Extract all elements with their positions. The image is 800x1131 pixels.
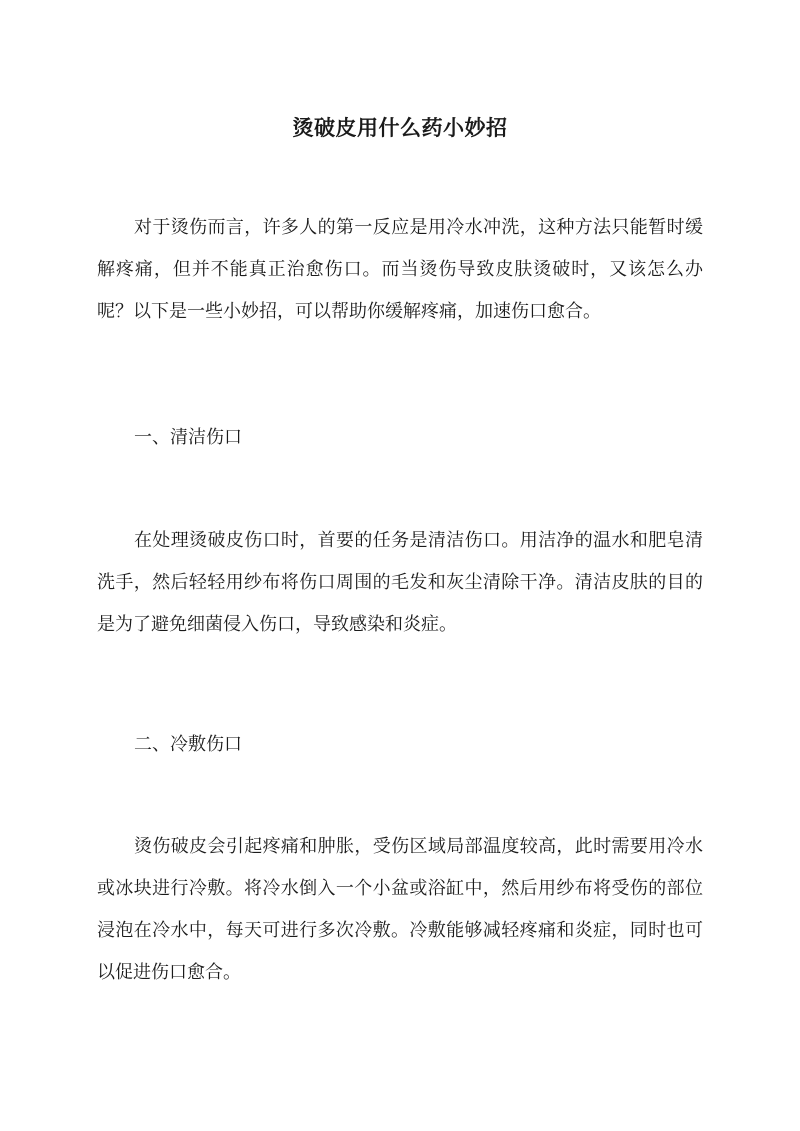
clean-paragraph: 在处理烫破皮伤口时，首要的任务是清洁伤口。用洁净的温水和肥皂清洗手，然后轻轻用纱布将伤口周围的毛发和灰尘清除干净。清洁皮肤的目的是为了避免细菌侵入伤口，导致感染和炎症。 bbox=[97, 530, 703, 635]
cold-paragraph: 烫伤破皮会引起疼痛和肿胀，受伤区域局部温度较高，此时需要用冷水或冰块进行冷敷。将冷水倒入一个小盆或浴缸中，然后用纱布将受伤的部位浸泡在冷水中，每天可进行多次冷敷。冷敷能够减轻疼痛和炎症，同时也可以促进伤口愈合。 bbox=[97, 836, 703, 983]
document-title: 烫破皮用什么药小妙招 bbox=[292, 115, 508, 141]
intro-paragraph: 对于烫伤而言，许多人的第一反应是用冷水冲洗，这种方法只能暂时缓解疼痛，但并不能真正治愈伤口。而当烫伤导致皮肤烫破时，又该怎么办呢？以下是一些小妙招，可以帮助你缓解疼痛，加速伤口愈合。 bbox=[97, 217, 703, 322]
section-heading-clean: 一、清洁伤口 bbox=[134, 427, 242, 448]
section-heading-cold: 二、冷敷伤口 bbox=[134, 734, 242, 755]
